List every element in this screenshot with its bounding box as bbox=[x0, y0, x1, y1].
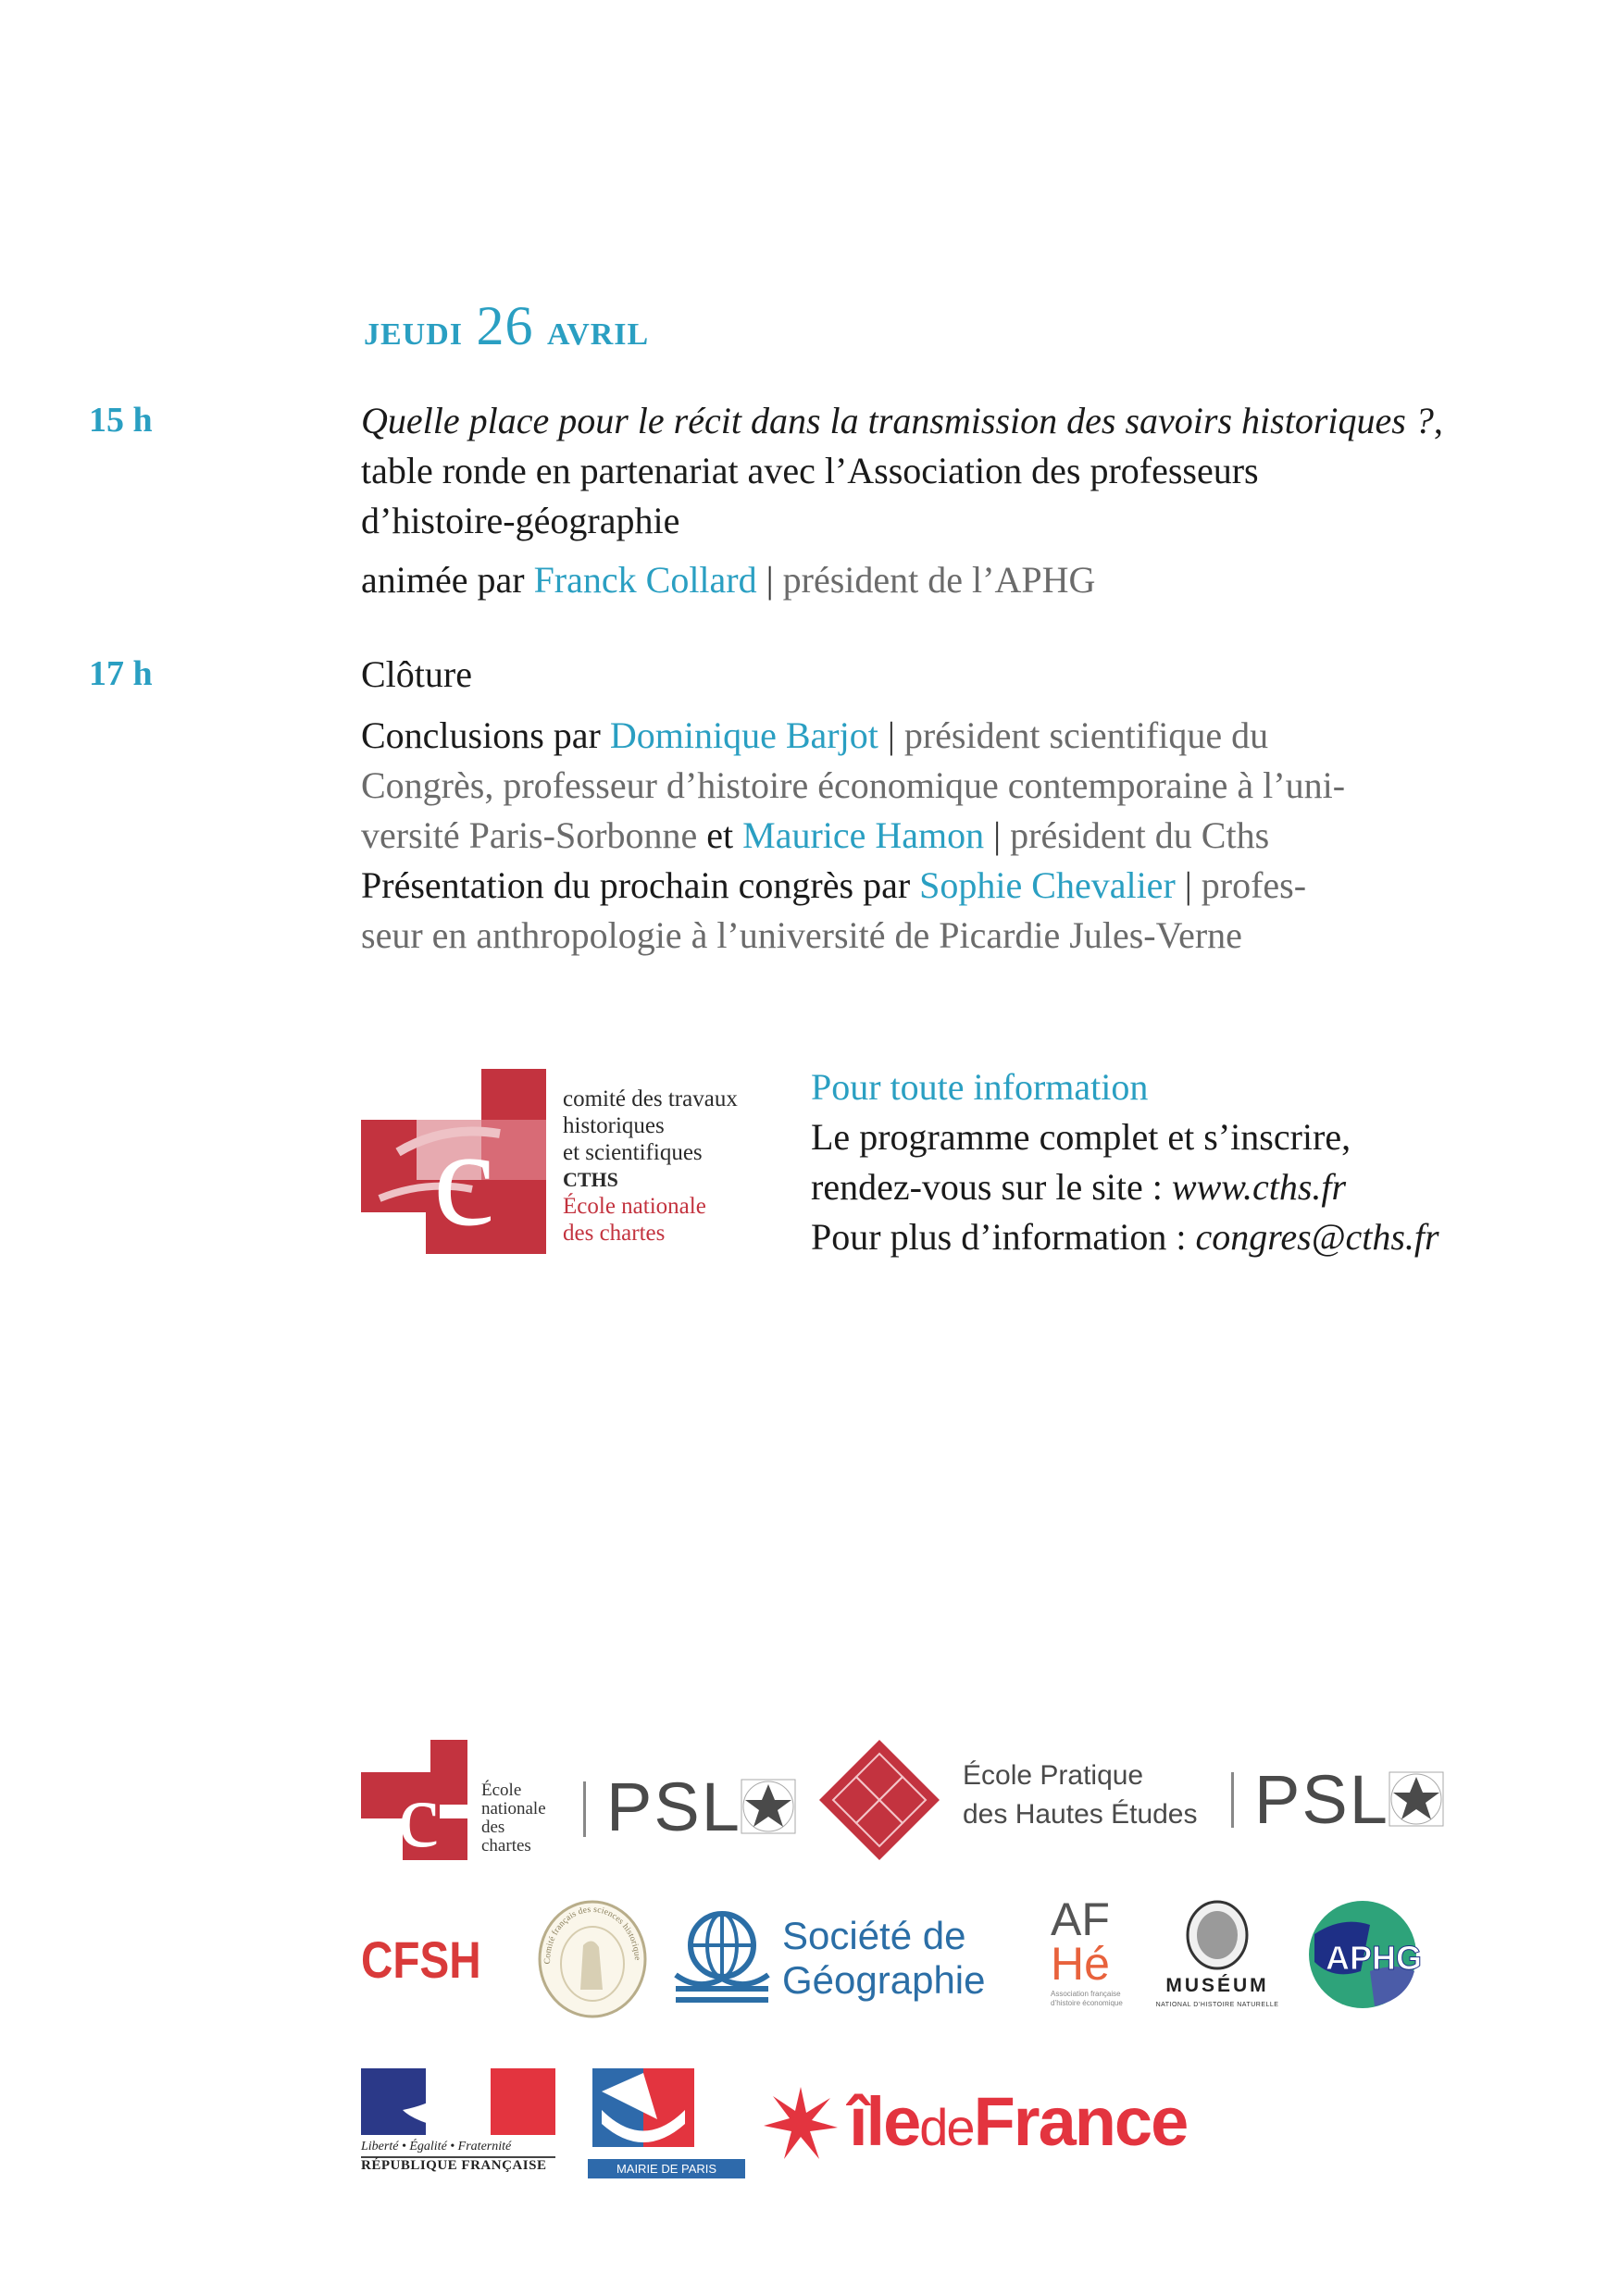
cths-line: comité des travaux bbox=[563, 1086, 738, 1111]
info-prefix: rendez-vous sur le site : bbox=[811, 1166, 1163, 1208]
separator: | bbox=[993, 814, 1002, 856]
enc-logo-text bbox=[481, 1781, 546, 1855]
session-title: Clôture bbox=[361, 653, 472, 695]
ephe-diamond-icon bbox=[819, 1740, 940, 1860]
session-15h bbox=[361, 396, 1564, 605]
republique-motto: Liberté • Égalité • Fraternité bbox=[361, 2140, 555, 2158]
presentation-prefix: Présentation du prochain congrès par bbox=[361, 864, 911, 906]
cths-emblem-icon bbox=[361, 1069, 555, 1259]
separator: | bbox=[887, 714, 895, 756]
aphg-globe-icon bbox=[1305, 1897, 1426, 2017]
info-title: Pour toute information bbox=[811, 1066, 1149, 1108]
enc-emblem-icon bbox=[361, 1740, 481, 1860]
speaker-role: président scientifique du bbox=[903, 714, 1269, 756]
moderator-role: président de l’APHG bbox=[782, 559, 1096, 601]
session-time: 15 h bbox=[89, 401, 153, 440]
cfsh-logo: CFSH bbox=[361, 1930, 481, 1989]
psl-star-icon bbox=[741, 1779, 796, 1834]
website-link[interactable]: www.cths.fr bbox=[1171, 1166, 1347, 1208]
title-suffix: , bbox=[1433, 400, 1443, 441]
presentation-line bbox=[361, 861, 1564, 911]
sdg-text: Géographie bbox=[782, 1958, 986, 2002]
session-17h bbox=[361, 650, 1564, 961]
psl-logo: PSL bbox=[606, 1769, 741, 1845]
cths-line: historiques bbox=[563, 1113, 665, 1138]
email-link[interactable]: congres@cths.fr bbox=[1195, 1216, 1439, 1258]
cths-line: et scientifiques bbox=[563, 1140, 703, 1165]
moderator-prefix: animée par bbox=[361, 559, 525, 601]
separator: | bbox=[766, 559, 774, 601]
museum-logo bbox=[1148, 1897, 1287, 2022]
speaker-name: Maurice Hamon bbox=[742, 814, 985, 856]
republique-francaise-logo bbox=[361, 2068, 555, 2174]
mairie-de-paris-logo bbox=[588, 2068, 745, 2178]
idf-france: France bbox=[973, 2083, 1188, 2160]
conclusions-prefix: Conclusions par bbox=[361, 714, 601, 756]
speaker-name: Sophie Chevalier bbox=[919, 864, 1176, 906]
session-title-italic: Quelle place pour le récit dans la transmission des savoirs historiques ? bbox=[361, 400, 1434, 441]
sdg-text: Société de bbox=[782, 1914, 966, 1957]
museum-name: MUSÉUM bbox=[1165, 1975, 1269, 1996]
cths-logo-text bbox=[563, 1086, 738, 1247]
museum-seal-icon bbox=[1185, 1899, 1250, 1971]
session-description-line: table ronde en partenariat avec l’Association des professeurs bbox=[361, 450, 1259, 491]
speaker-role-line: Congrès, professeur d’histoire économique contemporaine à l’uni- bbox=[361, 764, 1346, 806]
republique-name: RÉPUBLIQUE FRANÇAISE bbox=[361, 2158, 547, 2173]
enc-text: nationale bbox=[481, 1799, 546, 1818]
psl-star-icon bbox=[1389, 1771, 1444, 1827]
aphg-text: APHG bbox=[1326, 1939, 1423, 1977]
divider bbox=[1231, 1772, 1234, 1828]
moderator-name: Franck Collard bbox=[533, 559, 757, 601]
cths-acronym: CTHS bbox=[563, 1168, 618, 1191]
info-prefix: Pour plus d’information : bbox=[811, 1216, 1187, 1258]
enc-line: des chartes bbox=[563, 1221, 666, 1246]
idf-wordmark bbox=[849, 2082, 1187, 2161]
afhe-logo bbox=[1051, 1893, 1129, 2008]
speaker2-line bbox=[361, 811, 1564, 861]
session-time: 17 h bbox=[89, 654, 153, 693]
idf-star-icon bbox=[764, 2087, 838, 2161]
speaker-name: Dominique Barjot bbox=[609, 714, 878, 756]
divider bbox=[583, 1781, 586, 1837]
month: avril bbox=[547, 305, 650, 354]
cths-logo bbox=[361, 1069, 787, 1259]
afhe-text: AF bbox=[1051, 1893, 1110, 1945]
day-heading bbox=[364, 294, 649, 358]
session-description-line: d’histoire-géographie bbox=[361, 500, 680, 541]
info-email-line bbox=[811, 1212, 1439, 1262]
afhe-caption: Association française d’histoire économique bbox=[1051, 1990, 1123, 2007]
ephe-text: École Pratique bbox=[963, 1760, 1144, 1791]
day-word: jeudi bbox=[364, 305, 464, 354]
museum-caption: NATIONAL D’HISTOIRE NATURELLE bbox=[1155, 2002, 1279, 2008]
partner-logos-row-1 bbox=[361, 1740, 1564, 1860]
info-block bbox=[811, 1062, 1439, 1262]
session-title bbox=[361, 396, 1564, 446]
mairie-ship-icon bbox=[592, 2068, 694, 2147]
idf-de: de bbox=[919, 2098, 974, 2156]
ephe-text: des Hautes Études bbox=[963, 1799, 1198, 1830]
enc-text: École bbox=[481, 1781, 522, 1800]
sdg-logo-text bbox=[782, 1914, 986, 2003]
enc-logo bbox=[361, 1740, 565, 1860]
info-website-line bbox=[811, 1162, 1439, 1212]
enc-text: chartes bbox=[481, 1836, 531, 1855]
cfsh-seal-text-path: Comité français des sciences historique bbox=[542, 1905, 642, 1965]
speaker-role: versité Paris-Sorbonne bbox=[361, 814, 698, 856]
svg-text:c: c bbox=[433, 1101, 495, 1255]
speaker-role-line: seur en anthropologie à l’université de Picardie Jules-Verne bbox=[361, 914, 1242, 956]
afhe-text: Hé bbox=[1051, 1938, 1110, 1990]
idf-ile: île bbox=[849, 2083, 920, 2160]
info-line: Le programme complet et s’inscrire, bbox=[811, 1116, 1351, 1158]
partner-logos-row-2 bbox=[361, 1893, 1564, 2022]
partner-logos-row-3 bbox=[361, 2064, 1564, 2184]
mairie-name: MAIRIE DE PARIS bbox=[588, 2159, 745, 2178]
moderator-line bbox=[361, 555, 1564, 605]
day-number: 26 bbox=[476, 295, 534, 356]
marianne-icon bbox=[361, 2068, 555, 2135]
sdg-globe-icon bbox=[671, 1908, 773, 2010]
cfsh-seal-icon bbox=[537, 1899, 648, 2019]
svg-text:c: c bbox=[398, 1764, 440, 1860]
speaker-role: président du Cths bbox=[1010, 814, 1270, 856]
conjunction: et bbox=[706, 814, 734, 856]
enc-text: des bbox=[481, 1818, 505, 1837]
conclusions-line bbox=[361, 711, 1564, 761]
psl-logo: PSL bbox=[1254, 1761, 1389, 1838]
speaker-role: profes- bbox=[1201, 864, 1307, 906]
separator: | bbox=[1184, 864, 1192, 906]
enc-line: École nationale bbox=[563, 1194, 706, 1219]
ephe-logo-text bbox=[963, 1756, 1198, 1834]
